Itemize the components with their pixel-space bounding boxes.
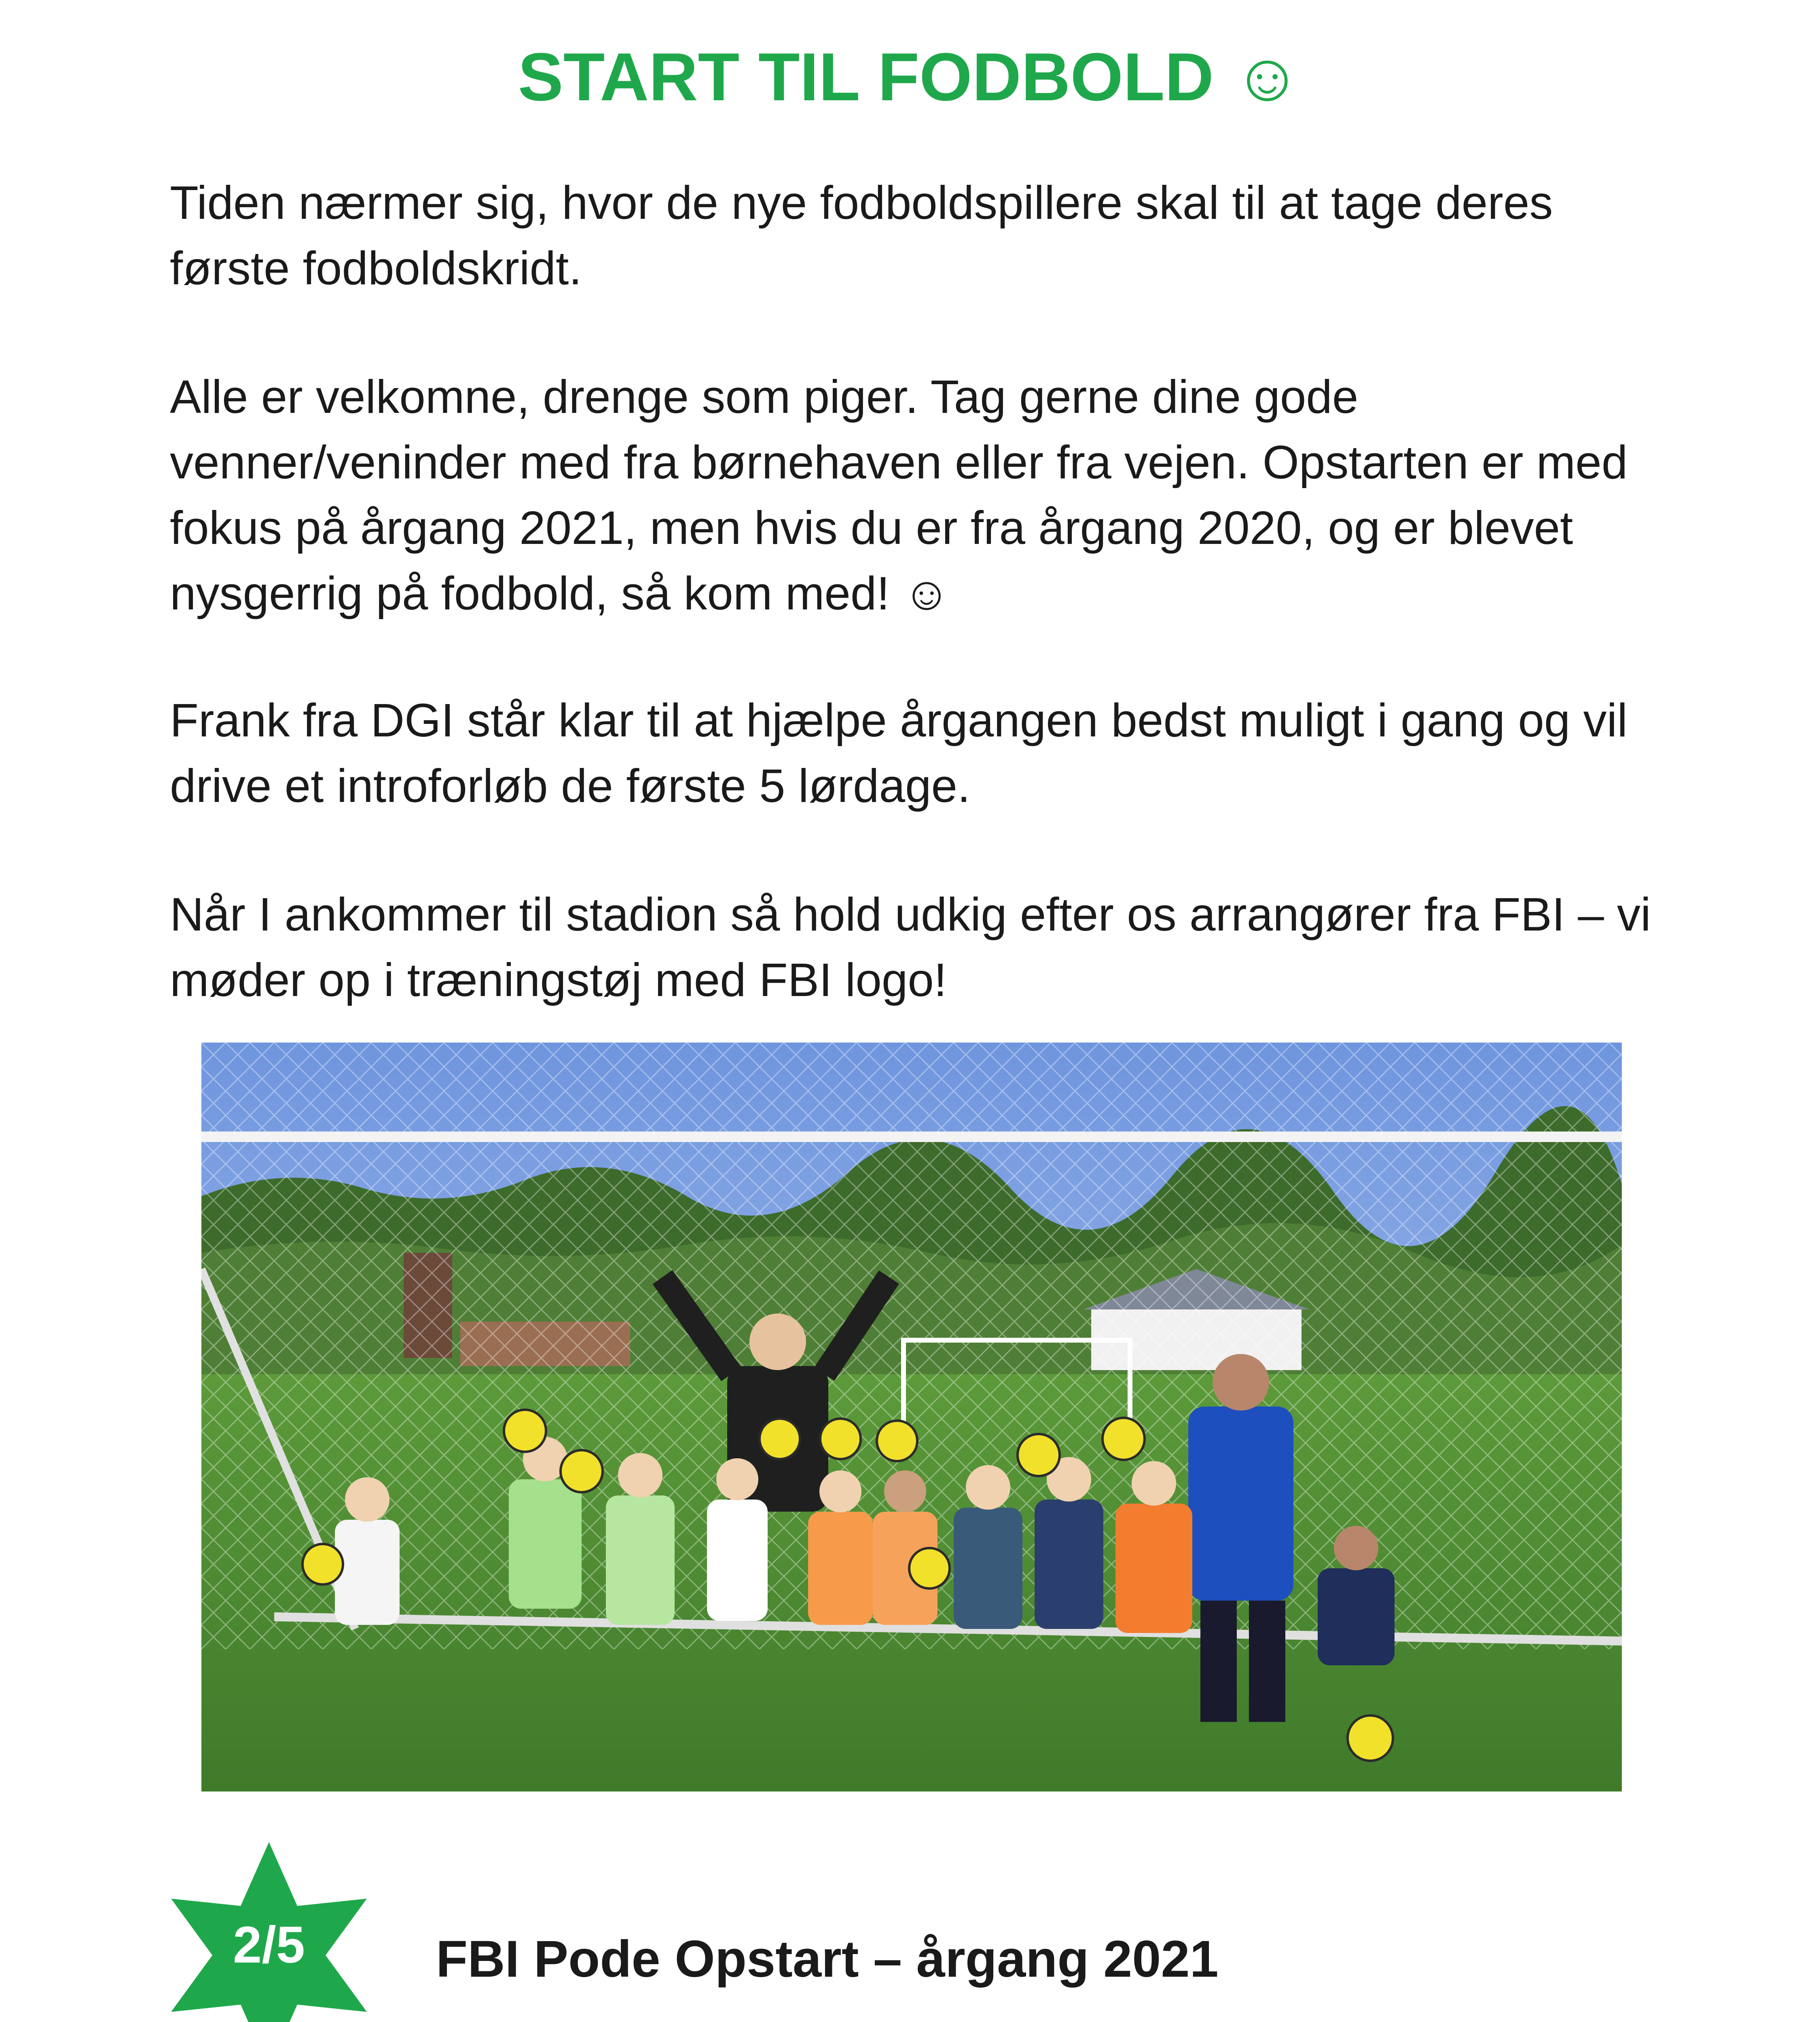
intro-paragraph: Tiden nærmer sig, hvor de nye fodboldspillere skal til at tage deres første fodboldskridt. — [170, 176, 1553, 294]
coach-paragraph: Frank fra DGI står klar til at hjælpe årgangen bedst muligt i gang og vil drive et introforløb de første 5 lørdage. — [170, 694, 1628, 812]
arrival-paragraph: Når I ankommer til stadion så hold udkig efter os arrangører fra FBI – vi møder op i træningstøj med FBI logo! — [170, 888, 1651, 1006]
event-title: FBI Pode Opstart – årgang 2021 — [436, 1930, 1219, 1988]
team-photo — [201, 1043, 1622, 1791]
date-badge-label: 2/5 — [233, 1916, 305, 1974]
welcome-paragraph: Alle er velkomne, drenge som piger. Tag gerne dine gode venner/veninder med fra børnehaven eller fra vejen. Opstarten er med fokus på årgang 2021, men hvis du er fra årgang 2020, og er blevet nysgerrig på fodbold, så kom med! ☺ — [170, 370, 1628, 620]
date-badge — [156, 1842, 382, 2022]
page-title: START TIL FODBOLD ☺ — [518, 39, 1302, 115]
team-photo-illustration — [201, 1043, 1622, 1791]
